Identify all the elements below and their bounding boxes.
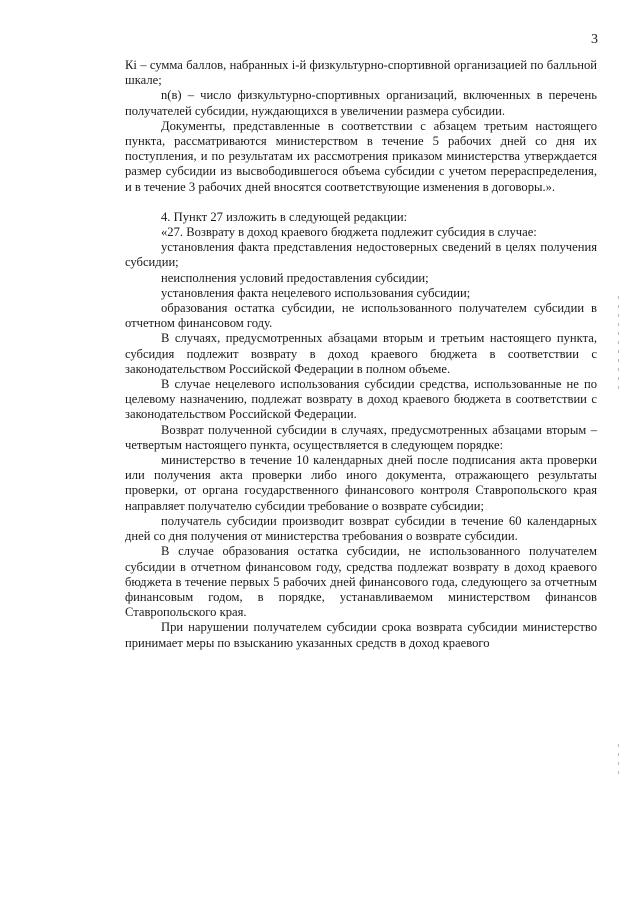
paragraph-recipient-return: получатель субсидии производит возврат субсидии в течение 60 календарных дней со дня получения от министерства требования о возврате субсидии. bbox=[125, 513, 597, 544]
paragraph-case-false-info: установления факта представления недостоверных сведений в целях получения субсидии; bbox=[125, 240, 597, 270]
paragraph-ki-definition: Кi – сумма баллов, набранных i-й физкультурно-спортивной организацией по балльной шкале; bbox=[125, 58, 597, 88]
paragraph-unused-balance-return: В случае образования остатка субсидии, не использованного получателем субсидии в отчетном финансовом году, средства подлежат возврату в доход краевого бюджета в течение первых 5 рабочих дней финансового года, следующего за отчетным финансовым годом, в порядке, устанавливаемом министерством финансов Ставропольского края. bbox=[125, 544, 597, 620]
document-body bbox=[125, 58, 597, 651]
paragraph-return-procedure: Возврат полученной субсидии в случаях, предусмотренных абзацами вторым – четвертым настоящего пункта, осуществляется в следующем порядке: bbox=[125, 422, 597, 452]
paragraph-item-4-heading: 4. Пункт 27 изложить в следующей редакции: bbox=[161, 209, 408, 224]
paragraph-ministry-demand: министерство в течение 10 календарных дней после подписания акта проверки или получения акта проверки либо иного документа, отражающего результаты проверки, от органа государственного финансового контроля Ставропольского края направляет получателю субсидии требование о возврате субсидии; bbox=[125, 453, 597, 513]
paragraph-violation-measures: При нарушении получателем субсидии срока возврата субсидии министерство принимает меры по взысканию указанных средств в доход краевого bbox=[125, 620, 597, 650]
page-number: 3 bbox=[591, 32, 598, 47]
paragraph-case-nonfulfillment: неисполнения условий предоставления субсидии; bbox=[161, 270, 429, 285]
paragraph-n-definition: n(в) – число физкультурно-спортивных организаций, включенных в перечень получателей субсидии, нуждающихся в увеличении размера субсидии. bbox=[125, 88, 597, 118]
paragraph-item-27-intro: «27. Возврату в доход краевого бюджета подлежит субсидия в случае: bbox=[161, 225, 537, 240]
paragraph-documents-review: Документы, представленные в соответствии с абзацем третьим настоящего пункта, рассматриваются министерством в течение 5 рабочих дней со дня их поступления, и по результатам их рассмотрения приказом министерства утверждается размер субсидии из высвободившегося объема субсидии с учетом перераспределения, и в течение 3 рабочих дней вносятся соответствующие изменения в договоры.». bbox=[125, 118, 597, 194]
paragraph-misuse-return: В случае нецелевого использования субсидии средства, использованные не по целевому назначению, подлежат возврату в доход краевого бюджета в соответствии с законодательством Российской Федерации. bbox=[125, 377, 597, 422]
paragraph-case-unused-balance: образования остатка субсидии, не использованного получателем субсидии в отчетном финансовом году. bbox=[125, 301, 597, 331]
paragraph-full-return: В случаях, предусмотренных абзацами вторым и третьим настоящего пункта, субсидия подлежит возврату в доход краевого бюджета в соответствии с законодательством Российской Федерации в полном объеме. bbox=[125, 331, 597, 376]
paragraph-case-misuse: установления факта нецелевого использования субсидии; bbox=[161, 285, 471, 300]
